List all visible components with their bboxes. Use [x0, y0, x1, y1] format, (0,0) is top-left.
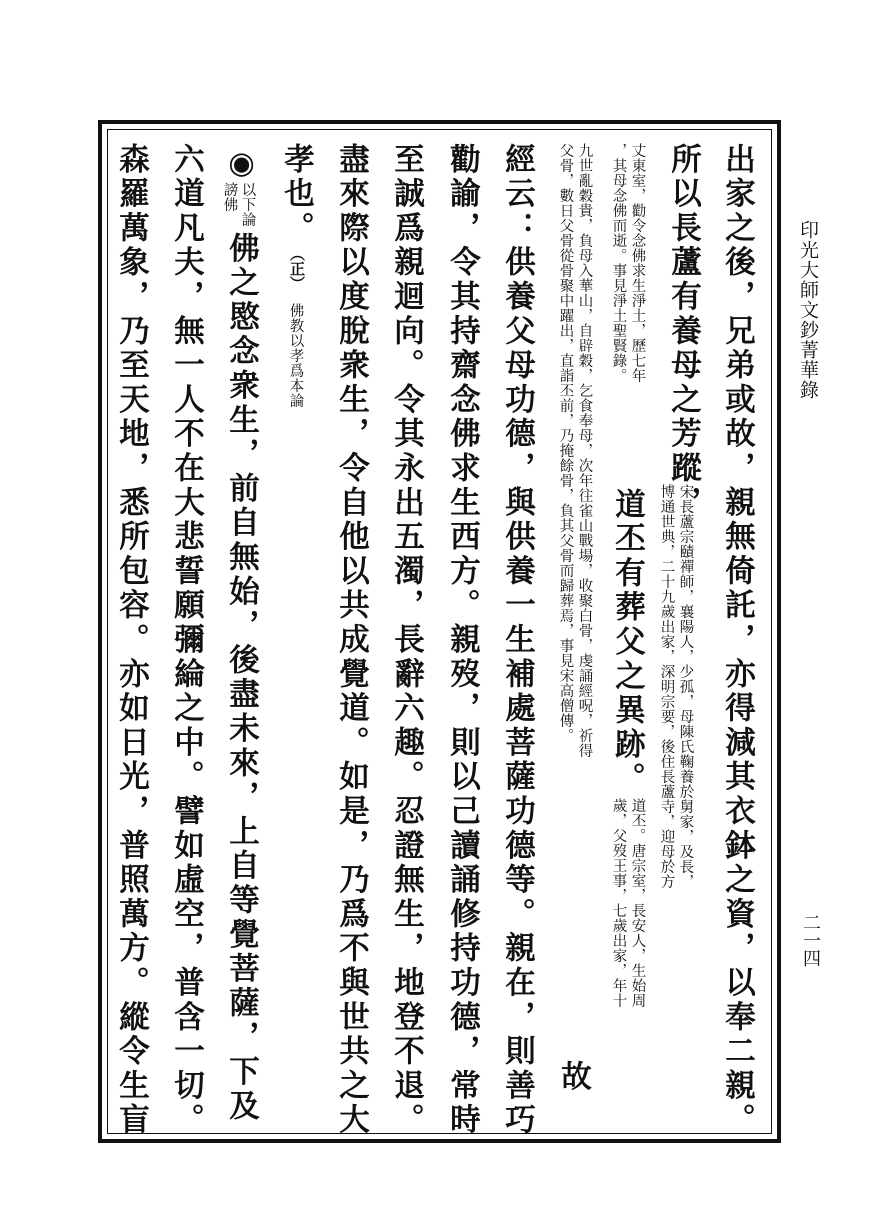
text-column-12: 森羅萬象，乃至天地，悉所包容。亦如日光，普照萬方。縱令生盲	[113, 143, 150, 1138]
annotation-4-left: 父骨，數日父骨從骨聚中躍出，直詣丕前，乃掩餘骨，負其父骨而歸葬焉，事見宋高僧傳。	[557, 143, 574, 743]
text-column-2-main: 所以長蘆有養母之芳蹤，	[665, 143, 702, 521]
section-title-note: 佛教以孝爲本論	[287, 303, 304, 408]
text-column-1: 出家之後，兄弟或故，親無倚託，亦得減其衣鉢之資，以奉二親。	[719, 143, 756, 1138]
text-column-7: 至誠爲親迴向。令其永出五濁，長辭六趣。忍證無生，地登不退。	[388, 143, 425, 1138]
annotation-2-right: 宋長蘆宗賾禪師，襄陽人，少孤，母陳氏鞠養於舅家，及長，	[677, 484, 694, 889]
annotation-4-right: 九世亂穀貴，負母入華山，自辟穀，乞食奉母，次年往雀山戰場，收聚白骨，虔誦經呪，祈得	[576, 143, 593, 758]
annotation-3a-left: ，其母念佛而逝。事見淨土聖賢錄。	[610, 143, 627, 383]
page-number: 二一四	[800, 913, 821, 967]
text-column-11: 六道凡夫，無一人不在大悲誓願彌綸之中。譬如虛空，普含一切。	[168, 143, 205, 1138]
running-title: 印光大師文鈔菁華錄	[797, 220, 819, 400]
text-column-8: 盡來際以度脫衆生，令自他以共成覺道。如是，乃爲不與世共之大	[333, 143, 370, 1138]
annotation-3b-right: 道丕。唐宗室，長安人，生始周	[629, 798, 646, 1008]
bullet-mark: ◉	[223, 145, 260, 185]
text-column-9-main: 孝也。	[278, 143, 315, 246]
text-column-4-main: 故	[555, 1060, 592, 1095]
text-column-6: 勸諭，令其持齋念佛求生西方。親歿，則以己讀誦修持功德，常時	[444, 143, 481, 1138]
text-column-3-main: 道丕有葬父之異跡。	[609, 488, 646, 797]
heading-note-left: 謗佛	[221, 182, 238, 212]
heading-note-right: 以下論	[239, 182, 256, 227]
annotation-2-left: 博通世典，二十九歲出家，深明宗要，後住長蘆寺，迎母於方	[658, 484, 675, 889]
section-marker: （正）	[288, 246, 306, 291]
annotation-3a-right: 丈東室，勸令念佛求生淨土，歷七年	[629, 143, 646, 383]
text-column-5: 經云：供養父母功德，與供養一生補處菩薩功德等。親在，則善巧	[499, 143, 536, 1138]
text-column-10-main: 佛之愍念衆生，前自無始，後盡未來，上自等覺菩薩，下及	[223, 232, 260, 1124]
annotation-3b-left: 歲，父歿王事，七歲出家，年十	[610, 798, 627, 1008]
